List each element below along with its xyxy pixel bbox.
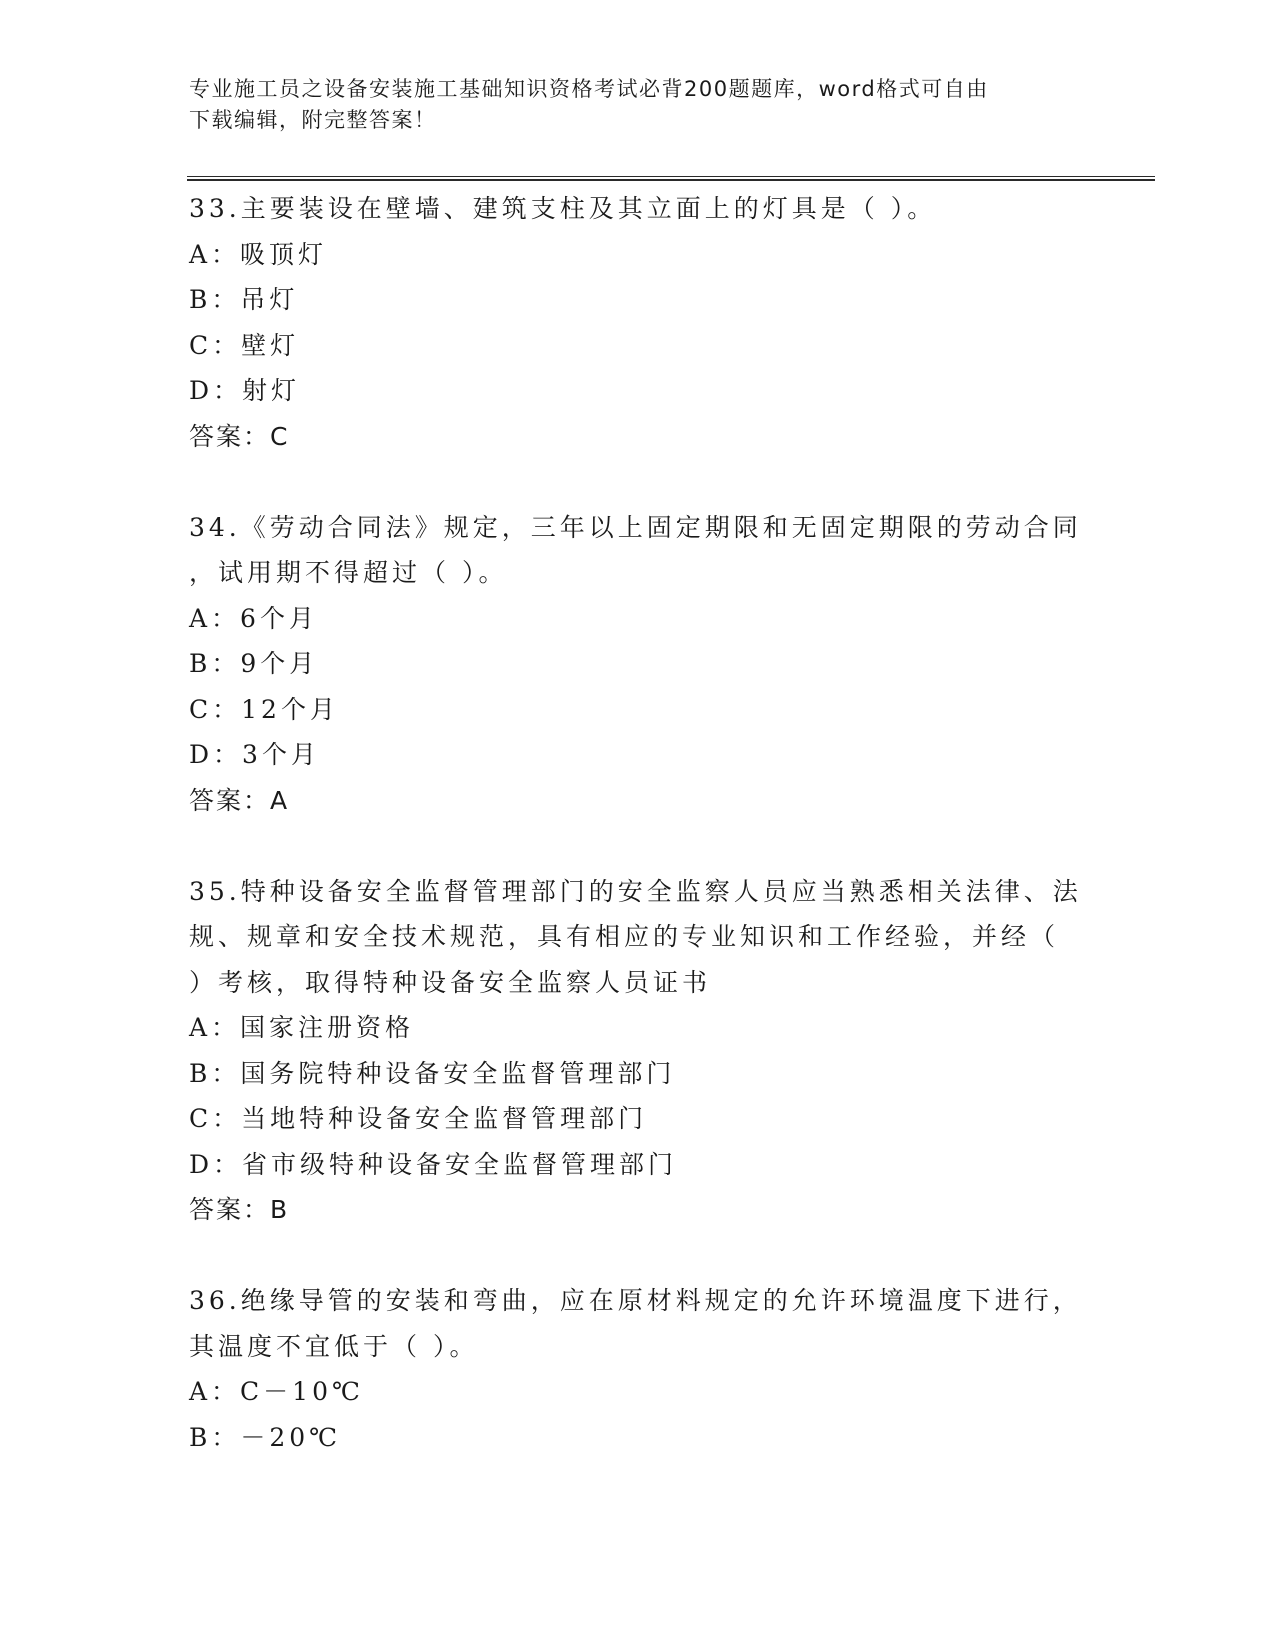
option-d: D：3个月 (189, 740, 320, 769)
question-stem-continued: 规、规章和安全技术规范，具有相应的专业知识和工作经验，并经（ (189, 922, 1060, 951)
header-line-1: 专业施工员之设备安装施工基础知识资格考试必背200题题库，word格式可自由 (189, 77, 989, 101)
option-d: D：省市级特种设备安全监督管理部门 (189, 1149, 678, 1179)
option-a: A：C－10℃ (189, 1377, 364, 1406)
question-stem: 34.《劳动合同法》规定，三年以上固定期限和无固定期限的劳动合同 (189, 512, 1082, 542)
option-b: B：吊灯 (189, 285, 299, 314)
question-stem-continued: ，试用期不得超过（ ）。 (189, 558, 508, 587)
question-spacer (189, 1233, 1089, 1279)
question-35 (189, 869, 1089, 1233)
answer-line: 答案：B (189, 1195, 290, 1224)
option-b: B：－20℃ (189, 1422, 342, 1452)
question-36 (189, 1278, 1089, 1460)
header-rule-thick (187, 179, 1155, 181)
option-a: A：6个月 (189, 603, 318, 633)
option-a: A：国家注册资格 (189, 1013, 415, 1042)
answer-line: 答案：A (189, 785, 290, 815)
question-stem: 35.特种设备安全监督管理部门的安全监察人员应当熟悉相关法律、法 (189, 876, 1082, 906)
option-c: C：12个月 (189, 694, 339, 724)
header-rule-thin (187, 176, 1155, 177)
question-list (189, 186, 1089, 1460)
answer-line: 答案：C (189, 421, 290, 451)
question-stem-continued: 其温度不宜低于（ ）。 (189, 1331, 479, 1361)
option-a: A：吸顶灯 (189, 239, 328, 269)
option-d: D：射灯 (189, 376, 301, 405)
question-stem: 33.主要装设在壁墙、建筑支柱及其立面上的灯具是（ ）。 (189, 194, 937, 223)
option-c: C：壁灯 (189, 330, 300, 360)
question-stem-continued: ）考核，取得特种设备安全监察人员证书 (189, 967, 712, 997)
question-33 (189, 186, 1089, 459)
option-c: C：当地特种设备安全监督管理部门 (189, 1104, 648, 1133)
question-spacer (189, 823, 1089, 869)
header-line-2: 下载编辑，附完整答案！ (189, 108, 437, 132)
question-34 (189, 505, 1089, 824)
option-b: B：国务院特种设备安全监督管理部门 (189, 1058, 676, 1088)
question-spacer (189, 459, 1089, 505)
document-header (189, 74, 1069, 136)
question-stem: 36.绝缘导管的安装和弯曲，应在原材料规定的允许环境温度下进行， (189, 1286, 1082, 1315)
option-b: B：9个月 (189, 649, 319, 678)
